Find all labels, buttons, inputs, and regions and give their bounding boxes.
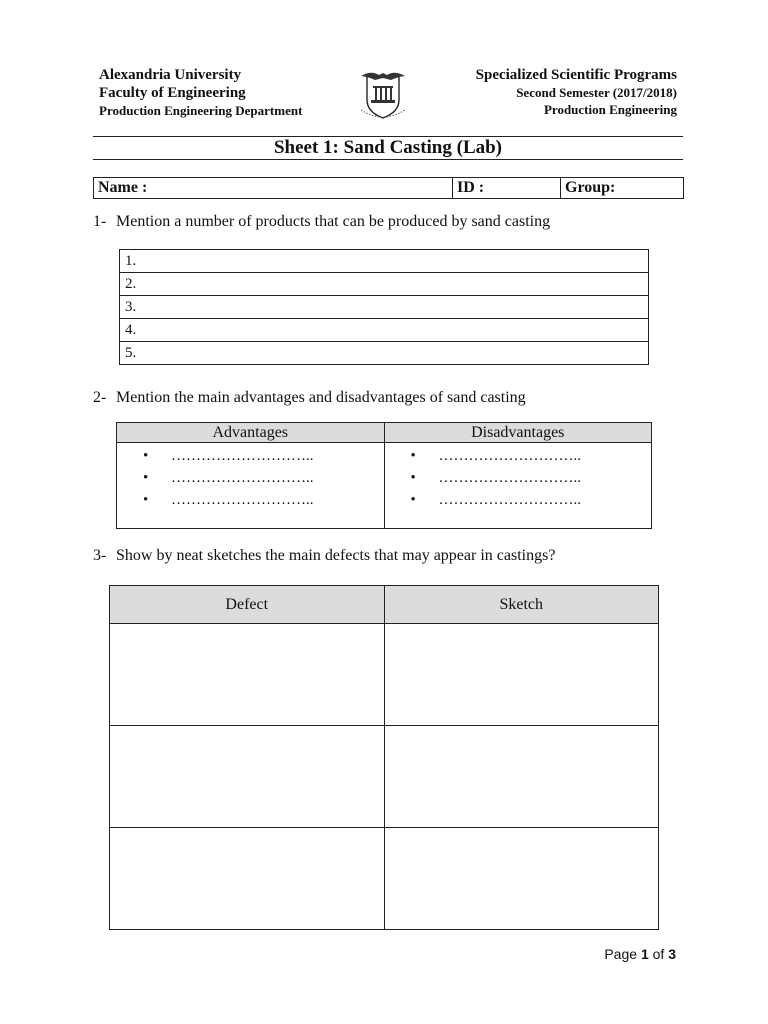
bullet-icon: • (143, 448, 149, 464)
university-seal-icon (357, 70, 409, 120)
disadvantages-header: Disadvantages (384, 423, 652, 443)
defects-table (109, 585, 659, 930)
table-row (120, 250, 649, 273)
title-bottom-rule (93, 159, 683, 160)
header-left (99, 66, 302, 120)
list-item: • ……………………….. (411, 445, 652, 467)
question-text: Mention the main advantages and disadvantages of sand casting (116, 389, 526, 406)
question-text: Mention a number of products that can be produced by sand casting (116, 213, 551, 230)
table-row (110, 828, 659, 930)
question-1 (93, 212, 550, 232)
question-2 (93, 388, 526, 408)
group-field[interactable]: Group: (565, 179, 616, 196)
name-field[interactable]: Name : (94, 178, 453, 198)
sheet-title: Sheet 1: Sand Casting (Lab) (273, 137, 503, 158)
bullet-icon: • (143, 470, 149, 486)
question-number: 1- (93, 213, 107, 230)
answer-cell[interactable]: 3. (120, 296, 649, 319)
page-number: Page 1 of 3 (604, 946, 676, 962)
question-number: 2- (93, 389, 107, 406)
list-item: • ……………………….. (411, 467, 652, 489)
answer-cell[interactable]: 1. (120, 250, 649, 273)
answer-cell[interactable]: 5. (120, 342, 649, 365)
advantages-header: Advantages (117, 423, 385, 443)
table-row (110, 726, 659, 828)
defect-header: Defect (110, 586, 385, 624)
bullet-icon: • (410, 470, 416, 486)
list-item: • ……………………….. (411, 489, 652, 511)
advantages-table (116, 422, 652, 529)
department-name: Production Engineering Department (99, 103, 303, 118)
program-name: Specialized Scientific Programs (475, 67, 677, 83)
answer-cell[interactable]: 2. (120, 273, 649, 296)
list-item: • ……………………….. (143, 445, 384, 467)
defect-cell[interactable] (110, 828, 385, 930)
sketch-cell[interactable] (384, 624, 659, 726)
advantages-cell[interactable] (117, 443, 385, 529)
question-3 (93, 546, 555, 566)
question-number: 3- (93, 547, 107, 564)
list-item: • ……………………….. (143, 489, 384, 511)
sketch-cell[interactable] (384, 726, 659, 828)
products-table (119, 249, 649, 365)
table-row (110, 624, 659, 726)
table-row (120, 319, 649, 342)
bullet-icon: • (410, 448, 416, 464)
bullet-icon: • (410, 492, 416, 508)
sketch-cell[interactable] (384, 828, 659, 930)
student-info-row (93, 177, 684, 199)
disadvantages-cell[interactable] (384, 443, 652, 529)
answer-cell[interactable]: 4. (120, 319, 649, 342)
faculty-name: Faculty of Engineering (99, 85, 246, 101)
semester-label: Second Semester (2017/2018) (516, 85, 677, 100)
id-field[interactable]: ID : (453, 178, 561, 198)
defect-cell[interactable] (110, 624, 385, 726)
table-row (120, 273, 649, 296)
defect-cell[interactable] (110, 726, 385, 828)
program-department: Production Engineering (543, 102, 677, 117)
bullet-icon: • (143, 492, 149, 508)
table-row (120, 296, 649, 319)
list-item: • ……………………….. (143, 467, 384, 489)
sketch-header: Sketch (384, 586, 659, 624)
university-name: Alexandria University (99, 67, 242, 83)
header-right (476, 66, 677, 118)
table-row (120, 342, 649, 365)
question-text: Show by neat sketches the main defects that may appear in castings? (116, 547, 556, 564)
